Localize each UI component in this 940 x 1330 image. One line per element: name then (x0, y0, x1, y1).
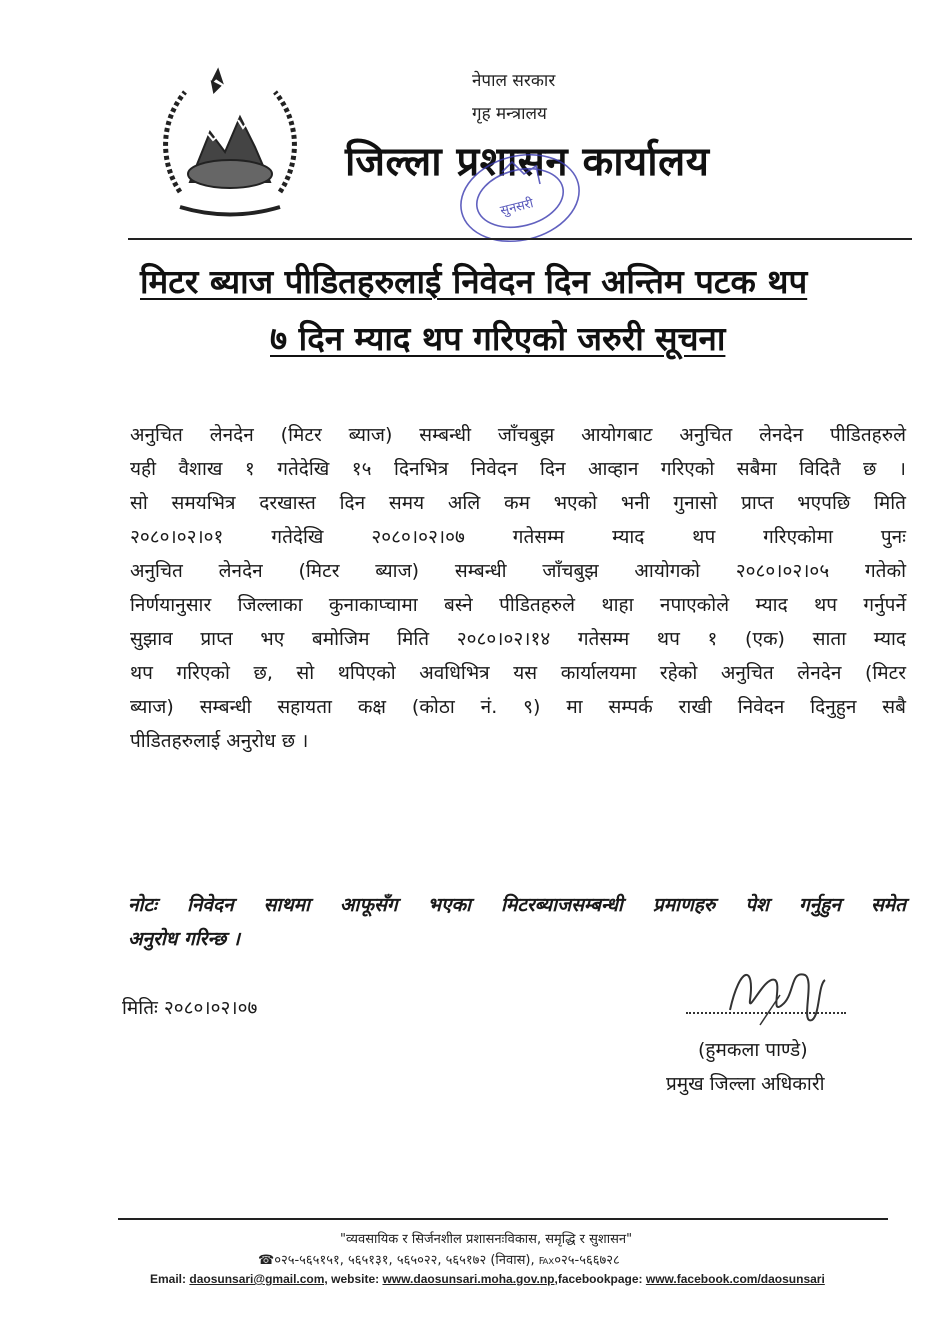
office-title: जिल्ला प्रशासन कार्यालय (345, 139, 710, 185)
email-link[interactable]: daosunsari@gmail.com, (189, 1272, 328, 1286)
body-line: निर्णयानुसार जिल्लाका कुनाकाप्चामा बस्ने पीडितहरुले थाहा नपाएकोले म्याद थप गर्नुपर्ने (130, 594, 906, 616)
notice-date: मितिः २०८०।०२।०७ (122, 997, 258, 1019)
body-line: पीडितहरुलाई अनुरोध छ । (130, 730, 309, 752)
body-line: अनुचित लेनदेन (मिटर ब्याज) सम्बन्धी जाँचबुझ आयोगको २०८०।०२।०५ गतेको (130, 560, 906, 582)
body-line: ब्याज) सम्बन्धी सहायता कक्ष (कोठा नं. ९) मा सम्पर्क राखी निवेदन दिनुहुन सबै (130, 696, 906, 718)
body-line: अनुचित लेनदेन (मिटर ब्याज) सम्बन्धी जाँचबुझ आयोगबाट अनुचित लेनदेन पीडितहरुले (130, 424, 906, 446)
footer-contacts (150, 1272, 825, 1286)
website-label: website: (331, 1272, 380, 1286)
facebook-label: ,facebookpage: (554, 1272, 643, 1286)
stamp-text: सुनसरी (498, 196, 536, 219)
footer-slogan: "व्यवसायिक र सिर्जनशील प्रशासनःविकास, समृद्धि र सुशासन" (340, 1232, 633, 1247)
government-name: नेपाल सरकार (472, 71, 556, 91)
website-link[interactable]: www.daosunsari.moha.gov.np (382, 1272, 555, 1286)
ministry-name: गृह मन्त्रालय (472, 104, 547, 124)
official-stamp (440, 150, 590, 250)
facebook-link[interactable]: www.facebook.com/daosunsari (645, 1272, 825, 1286)
body-line: थप गरिएको छ, सो थपिएको अवधिभित्र यस कार्यालयमा रहेको अनुचित लेनदेन (मिटर (130, 662, 906, 684)
footer-divider (118, 1218, 888, 1220)
note-line: नोटः निवेदन साथमा आफूसँग भएका मिटरब्याजसम्बन्धी प्रमाणहरु पेश गर्नुहुन समेत (128, 894, 906, 916)
body-line: यही वैशाख १ गतेदेखि १५ दिनभित्र निवेदन दिन आव्हान गरिएको सबैमा विदितै छ । (130, 458, 906, 480)
headline-line-2: ७ दिन म्याद थप गरिएको जरुरी सूचना (270, 319, 726, 358)
note-line: अनुरोध गरिन्छ । (128, 928, 241, 950)
body-line: सुझाव प्राप्त भए बमोजिम मिति २०८०।०२।१४ गतेसम्म थप १ (एक) साता म्याद (130, 628, 906, 650)
notice-note (128, 888, 906, 956)
signature-line (686, 1012, 846, 1014)
headline-line-1: मिटर ब्याज पीडितहरुलाई निवेदन दिन अन्तिम पटक थप (140, 262, 808, 301)
body-line: सो समयभित्र दरखास्त दिन समय अलि कम भएको भनी गुनासो प्राप्त भएपछि मिति (130, 492, 906, 514)
signature (720, 955, 830, 1035)
notice-body (130, 418, 906, 758)
nepal-emblem-icon (150, 62, 310, 222)
body-line: २०८०।०२।०१ गतेदेखि २०८०।०२।०७ गतेसम्म म्याद थप गरिएकोमा पुनः (130, 526, 906, 548)
signatory-title: प्रमुख जिल्ला अधिकारी (666, 1073, 825, 1095)
header-divider (128, 238, 912, 240)
signatory-name: (हुमकला पाण्डे) (698, 1039, 808, 1061)
footer-phones: ☎०२५-५६५१५१, ५६५१३१, ५६५०२२, ५६५१७२ (निवास), ℻०२५-५६६७२८ (258, 1253, 620, 1268)
email-label: Email: (150, 1272, 187, 1286)
